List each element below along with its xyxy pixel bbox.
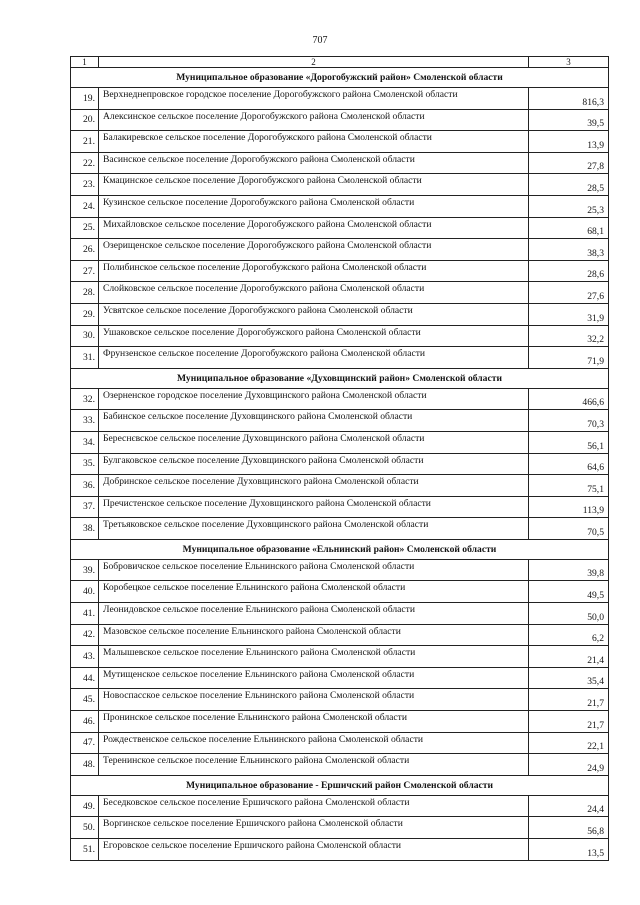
table-row	[71, 303, 609, 325]
section-heading-row	[71, 775, 609, 795]
settlement-name: Михайловское сельское поселение Дорогобужского района Смоленской области	[99, 217, 529, 239]
settlement-name: Малышевское сельское поселение Ельнинского района Смоленской области	[99, 646, 529, 668]
row-number: 32.	[71, 388, 99, 410]
row-number: 27.	[71, 260, 99, 282]
row-number: 47.	[71, 732, 99, 754]
table-row	[71, 388, 609, 410]
table-row	[71, 260, 609, 282]
table-row	[71, 282, 609, 304]
table-body	[71, 57, 609, 861]
row-number: 38.	[71, 518, 99, 540]
page-number: 707	[312, 35, 328, 46]
settlement-name: Рождественское сельское поселение Ельнинского района Смоленской области	[99, 732, 529, 754]
row-number: 35.	[71, 453, 99, 475]
area-value: 27,8	[529, 152, 609, 174]
table-row	[71, 152, 609, 174]
settlement-name: Леонидовское сельское поселение Ельнинского района Смоленской области	[99, 603, 529, 625]
row-number: 20.	[71, 109, 99, 131]
table-row	[71, 667, 609, 689]
settlement-name: Добринское сельское поселение Духовщинского района Смоленской области	[99, 475, 529, 497]
settlement-name: Фрунзенское сельское поселение Дорогобужского района Смоленской области	[99, 347, 529, 369]
row-number: 22.	[71, 152, 99, 174]
row-number: 26.	[71, 239, 99, 261]
settlement-name: Балакиревское сельское поселение Дорогобужского района Смоленской области	[99, 131, 529, 153]
settlement-name: Береснєвское сельское поселение Духовщинского района Смоленской области	[99, 431, 529, 453]
settlement-name: Озерищенское сельское поселение Дорогобужского района Смоленской области	[99, 239, 529, 261]
table-row	[71, 581, 609, 603]
column-header-value: 3	[529, 57, 609, 68]
section-heading-row	[71, 539, 609, 559]
settlement-name: Коробецкое сельское поселение Ельнинского района Смоленской области	[99, 581, 529, 603]
table-row	[71, 689, 609, 711]
table-row	[71, 518, 609, 540]
table-row	[71, 711, 609, 733]
area-value: 38,3	[529, 239, 609, 261]
area-value: 21,4	[529, 646, 609, 668]
row-number: 43.	[71, 646, 99, 668]
table-row	[71, 410, 609, 432]
row-number: 39.	[71, 559, 99, 581]
row-number: 42.	[71, 624, 99, 646]
settlement-name: Егоровское сельское поселение Ершичского района Смоленской области	[99, 839, 529, 861]
row-number: 23.	[71, 174, 99, 196]
table-row	[71, 559, 609, 581]
area-value: 71,9	[529, 347, 609, 369]
table-row	[71, 732, 609, 754]
area-value: 13,5	[529, 839, 609, 861]
settlement-name: Новоспасское сельское поселение Ельнинского района Смоленской области	[99, 689, 529, 711]
area-value: 32,2	[529, 325, 609, 347]
settlement-name: Кузинское сельское поселение Дорогобужского района Смоленской области	[99, 195, 529, 217]
section-heading-row	[71, 68, 609, 88]
section-heading-row	[71, 368, 609, 388]
area-value: 24,4	[529, 795, 609, 817]
area-value: 49,5	[529, 581, 609, 603]
row-number: 33.	[71, 410, 99, 432]
table-row	[71, 431, 609, 453]
area-value: 113,9	[529, 496, 609, 518]
settlement-name: Полибинское сельское поселение Дорогобужского района Смоленской области	[99, 260, 529, 282]
row-number: 48.	[71, 754, 99, 776]
area-value: 466,6	[529, 388, 609, 410]
table-row	[71, 624, 609, 646]
settlement-name: Ушаковское сельское поселение Дорогобужского района Смоленской области	[99, 325, 529, 347]
row-number: 34.	[71, 431, 99, 453]
table-row	[71, 239, 609, 261]
table-row	[71, 195, 609, 217]
row-number: 45.	[71, 689, 99, 711]
row-number: 24.	[71, 195, 99, 217]
area-value: 70,5	[529, 518, 609, 540]
table-row	[71, 88, 609, 110]
column-header-name: 2	[99, 57, 529, 68]
area-value: 31,9	[529, 303, 609, 325]
row-number: 25.	[71, 217, 99, 239]
column-header-number: 1	[71, 57, 99, 68]
row-number: 49.	[71, 795, 99, 817]
row-number: 31.	[71, 347, 99, 369]
table-row	[71, 603, 609, 625]
table-row	[71, 795, 609, 817]
area-value: 28,5	[529, 174, 609, 196]
table-row	[71, 496, 609, 518]
area-value: 21,7	[529, 689, 609, 711]
settlement-name: Верхнеднепровское городское поселение Дорогобужского района Смоленской области	[99, 88, 529, 110]
row-number: 30.	[71, 325, 99, 347]
settlement-name: Беседковское сельское поселение Ершичского района Смоленской области	[99, 795, 529, 817]
settlement-name: Алексинское сельское поселение Дорогобужского района Смоленской области	[99, 109, 529, 131]
table-header-row	[71, 57, 609, 68]
row-number: 21.	[71, 131, 99, 153]
row-number: 44.	[71, 667, 99, 689]
settlement-name: Теренинское сельское поселение Ельнинского района Смоленской области	[99, 754, 529, 776]
table-row	[71, 475, 609, 497]
settlement-name: Третьяковское сельское поселение Духовщинского района Смоленской области	[99, 518, 529, 540]
table-row	[71, 453, 609, 475]
settlement-name: Озерненское городское поселение Духовщинского района Смоленской области	[99, 388, 529, 410]
area-value: 21,7	[529, 711, 609, 733]
row-number: 28.	[71, 282, 99, 304]
row-number: 37.	[71, 496, 99, 518]
row-number: 41.	[71, 603, 99, 625]
section-title: Муниципальное образование «Дорогобужский район» Смоленской области	[71, 68, 609, 88]
table-row	[71, 217, 609, 239]
table-row	[71, 817, 609, 839]
settlement-name: Булгаковское сельское поселение Духовщинского района Смоленской области	[99, 453, 529, 475]
row-number: 51.	[71, 839, 99, 861]
table-row	[71, 646, 609, 668]
area-value: 25,3	[529, 195, 609, 217]
table-row	[71, 754, 609, 776]
row-number: 46.	[71, 711, 99, 733]
area-value: 75,1	[529, 475, 609, 497]
area-value: 6,2	[529, 624, 609, 646]
row-number: 19.	[71, 88, 99, 110]
area-value: 27,6	[529, 282, 609, 304]
area-value: 24,9	[529, 754, 609, 776]
row-number: 50.	[71, 817, 99, 839]
row-number: 36.	[71, 475, 99, 497]
row-number: 40.	[71, 581, 99, 603]
area-value: 28,6	[529, 260, 609, 282]
table-row	[71, 347, 609, 369]
settlement-name: Васинское сельское поселение Дорогобужского района Смоленской области	[99, 152, 529, 174]
table-row	[71, 325, 609, 347]
settlement-name: Кмацинское сельское поселение Дорогобужского района Смоленской области	[99, 174, 529, 196]
settlement-name: Пронинское сельское поселение Ельнинского района Смоленской области	[99, 711, 529, 733]
section-title: Муниципальное образование «Ельнинский район» Смоленской области	[71, 539, 609, 559]
row-number: 29.	[71, 303, 99, 325]
area-value: 35,4	[529, 667, 609, 689]
settlement-name: Бабинское сельское поселение Духовщинского района Смоленской области	[99, 410, 529, 432]
settlement-name: Мутищенское сельское поселение Ельнинского района Смоленской области	[99, 667, 529, 689]
settlements-table	[70, 56, 609, 861]
area-value: 68,1	[529, 217, 609, 239]
table-row	[71, 131, 609, 153]
table-row	[71, 839, 609, 861]
settlement-name: Мазовское сельское поселение Ельнинского района Смоленской области	[99, 624, 529, 646]
settlement-name: Усвятское сельское поселение Дорогобужского района Смоленской области	[99, 303, 529, 325]
table-row	[71, 109, 609, 131]
area-value: 56,8	[529, 817, 609, 839]
table-row	[71, 174, 609, 196]
settlement-name: Бобровичское сельское поселение Ельнинского района Смоленской области	[99, 559, 529, 581]
area-value: 70,3	[529, 410, 609, 432]
area-value: 56,1	[529, 431, 609, 453]
area-value: 816,3	[529, 88, 609, 110]
area-value: 22,1	[529, 732, 609, 754]
area-value: 50,0	[529, 603, 609, 625]
settlement-name: Пречистенское сельское поселение Духовщинского района Смоленской области	[99, 496, 529, 518]
section-title: Муниципальное образование «Духовщинский район» Смоленской области	[71, 368, 609, 388]
section-title: Муниципальное образование - Ершичский район Смоленской области	[71, 775, 609, 795]
area-value: 39,8	[529, 559, 609, 581]
area-value: 39,5	[529, 109, 609, 131]
settlement-name: Слойковское сельское поселение Дорогобужского района Смоленской области	[99, 282, 529, 304]
settlement-name: Воргинское сельское поселение Ершичского района Смоленской области	[99, 817, 529, 839]
area-value: 13,9	[529, 131, 609, 153]
area-value: 64,6	[529, 453, 609, 475]
